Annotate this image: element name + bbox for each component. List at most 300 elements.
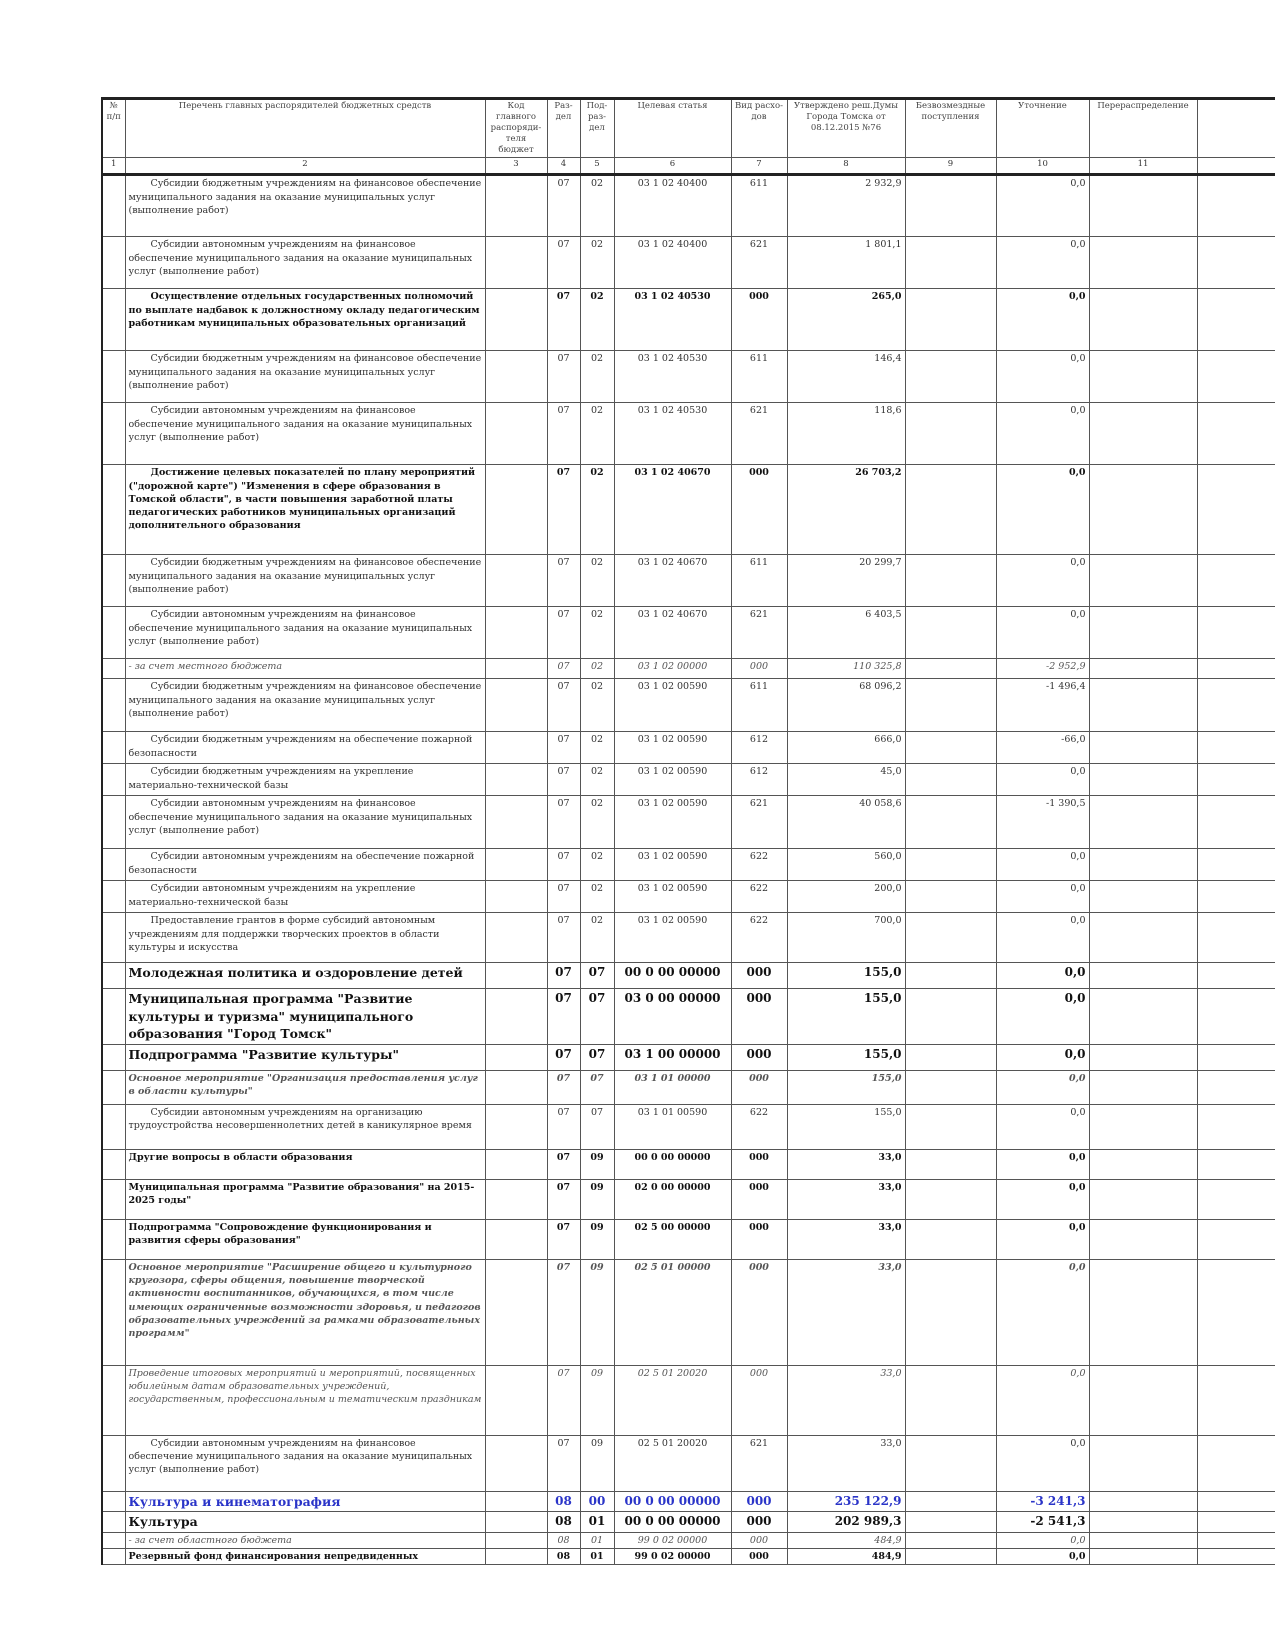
cell-podrazdel: 02 (580, 465, 614, 555)
cell-code (485, 796, 547, 849)
cell-target: 02 5 01 20020 (614, 1435, 731, 1491)
cell-name: Субсидии бюджетным учреждениям на финансовое обеспечение муниципального задания на оказание муниципальных услуг (выполнение работ) (125, 351, 485, 403)
cell-number (102, 289, 125, 351)
cell-clarification: 0,0 (996, 849, 1089, 881)
cell-target: 03 1 02 40400 (614, 175, 731, 237)
cell-podrazdel: 02 (580, 764, 614, 796)
cell-extra (1197, 237, 1275, 289)
cell-extra (1197, 607, 1275, 659)
cell-extra (1197, 1491, 1275, 1512)
cell-extra (1197, 403, 1275, 465)
col-num: 3 (485, 158, 547, 175)
table-row (102, 963, 1275, 989)
cell-name: Муниципальная программа "Развитие культуры и туризма" муниципального образования "Город Томск" (125, 989, 485, 1045)
cell-code (485, 403, 547, 465)
cell-number (102, 1491, 125, 1512)
cell-number (102, 175, 125, 237)
cell-name: Субсидии автономным учреждениям на финансовое обеспечение муниципального задания на оказание муниципальных услуг (выполнение работ) (125, 796, 485, 849)
cell-razdel: 08 (547, 1549, 580, 1565)
cell-grants (905, 849, 996, 881)
cell-approved: 560,0 (787, 849, 905, 881)
cell-code (485, 1549, 547, 1565)
cell-razdel: 07 (547, 465, 580, 555)
cell-clarification: 0,0 (996, 989, 1089, 1045)
col-num (1197, 158, 1275, 175)
cell-redistribution (1089, 963, 1197, 989)
cell-code (485, 289, 547, 351)
cell-target: 03 1 02 00000 (614, 659, 731, 679)
cell-clarification: 0,0 (996, 1219, 1089, 1259)
cell-razdel: 08 (547, 1512, 580, 1533)
cell-clarification: 0,0 (996, 1435, 1089, 1491)
cell-approved: 40 058,6 (787, 796, 905, 849)
cell-vid: 621 (731, 237, 787, 289)
cell-clarification: 0,0 (996, 1365, 1089, 1435)
table-row (102, 679, 1275, 732)
cell-razdel: 07 (547, 1219, 580, 1259)
cell-name: Культура и кинематография (125, 1491, 485, 1512)
cell-code (485, 175, 547, 237)
cell-podrazdel: 01 (580, 1549, 614, 1565)
cell-vid: 000 (731, 1179, 787, 1219)
cell-target: 03 1 02 00590 (614, 796, 731, 849)
cell-razdel: 07 (547, 175, 580, 237)
table-row (102, 989, 1275, 1045)
cell-approved: 33,0 (787, 1219, 905, 1259)
cell-razdel: 07 (547, 679, 580, 732)
cell-redistribution (1089, 1149, 1197, 1179)
cell-extra (1197, 1149, 1275, 1179)
cell-clarification: 0,0 (996, 1104, 1089, 1149)
cell-extra (1197, 1549, 1275, 1565)
cell-clarification: 0,0 (996, 607, 1089, 659)
cell-podrazdel: 02 (580, 913, 614, 963)
col-header-number: № п/п (102, 99, 125, 158)
cell-podrazdel: 07 (580, 989, 614, 1045)
cell-vid: 000 (731, 1491, 787, 1512)
cell-extra (1197, 1219, 1275, 1259)
cell-redistribution (1089, 679, 1197, 732)
cell-razdel: 08 (547, 1532, 580, 1548)
cell-podrazdel: 02 (580, 679, 614, 732)
cell-code (485, 764, 547, 796)
cell-approved: 33,0 (787, 1365, 905, 1435)
cell-number (102, 764, 125, 796)
cell-name: Субсидии бюджетным учреждениям на обеспечение пожарной безопасности (125, 732, 485, 764)
cell-number (102, 1532, 125, 1548)
cell-approved: 33,0 (787, 1179, 905, 1219)
cell-approved: 202 989,3 (787, 1512, 905, 1533)
cell-code (485, 351, 547, 403)
cell-number (102, 659, 125, 679)
cell-grants (905, 1491, 996, 1512)
cell-vid: 000 (731, 659, 787, 679)
table-row (102, 1179, 1275, 1219)
cell-grants (905, 881, 996, 913)
cell-code (485, 1219, 547, 1259)
cell-grants (905, 764, 996, 796)
cell-approved: 155,0 (787, 963, 905, 989)
cell-clarification: 0,0 (996, 351, 1089, 403)
cell-podrazdel: 02 (580, 237, 614, 289)
cell-redistribution (1089, 764, 1197, 796)
cell-extra (1197, 289, 1275, 351)
table-row (102, 1435, 1275, 1491)
col-header-vid: Вид расхо-дов (731, 99, 787, 158)
cell-name: - за счет местного бюджета (125, 659, 485, 679)
cell-approved: 33,0 (787, 1435, 905, 1491)
cell-code (485, 1104, 547, 1149)
cell-clarification: 0,0 (996, 963, 1089, 989)
cell-podrazdel: 02 (580, 175, 614, 237)
cell-grants (905, 1512, 996, 1533)
cell-number (102, 465, 125, 555)
cell-approved: 68 096,2 (787, 679, 905, 732)
cell-number (102, 351, 125, 403)
cell-extra (1197, 881, 1275, 913)
col-header-code: Код главного распоряди-теля бюджет (485, 99, 547, 158)
cell-code (485, 555, 547, 607)
cell-razdel: 07 (547, 764, 580, 796)
cell-grants (905, 555, 996, 607)
cell-code (485, 679, 547, 732)
cell-number (102, 989, 125, 1045)
table-row (102, 764, 1275, 796)
cell-target: 02 0 00 00000 (614, 1179, 731, 1219)
cell-approved: 265,0 (787, 289, 905, 351)
table-row (102, 1365, 1275, 1435)
cell-approved: 33,0 (787, 1149, 905, 1179)
cell-extra (1197, 659, 1275, 679)
cell-podrazdel: 09 (580, 1365, 614, 1435)
cell-number (102, 913, 125, 963)
col-num: 7 (731, 158, 787, 175)
cell-code (485, 659, 547, 679)
cell-redistribution (1089, 989, 1197, 1045)
cell-vid: 000 (731, 1532, 787, 1548)
cell-razdel: 07 (547, 732, 580, 764)
cell-razdel: 07 (547, 1259, 580, 1365)
cell-grants (905, 237, 996, 289)
table-row (102, 1104, 1275, 1149)
col-num: 11 (1089, 158, 1197, 175)
cell-name: Основное мероприятие "Расширение общего и культурного кругозора, сферы общения, повышение творческой активности воспитанников, обучающихся, в том числе имеющих ограниченные возможности здоровья, и педагогов образовательных учреждений за рамками образовательных программ" (125, 1259, 485, 1365)
col-header-razdel: Раз-дел (547, 99, 580, 158)
cell-razdel: 07 (547, 881, 580, 913)
cell-name: Субсидии автономным учреждениям на укрепление материально-технической базы (125, 881, 485, 913)
cell-target: 02 5 01 20020 (614, 1365, 731, 1435)
cell-target: 03 1 02 40400 (614, 237, 731, 289)
cell-vid: 000 (731, 1259, 787, 1365)
col-header-target: Целевая статья (614, 99, 731, 158)
cell-redistribution (1089, 1104, 1197, 1149)
cell-code (485, 1179, 547, 1219)
cell-name: Муниципальная программа "Развитие образования" на 2015-2025 годы" (125, 1179, 485, 1219)
cell-number (102, 881, 125, 913)
cell-code (485, 881, 547, 913)
cell-name: Подпрограмма "Развитие культуры" (125, 1044, 485, 1070)
cell-grants (905, 1365, 996, 1435)
cell-razdel: 07 (547, 1435, 580, 1491)
cell-podrazdel: 07 (580, 1044, 614, 1070)
cell-grants (905, 351, 996, 403)
table-row (102, 1070, 1275, 1104)
cell-approved: 155,0 (787, 1044, 905, 1070)
cell-extra (1197, 555, 1275, 607)
cell-podrazdel: 07 (580, 1070, 614, 1104)
cell-approved: 1 801,1 (787, 237, 905, 289)
cell-podrazdel: 02 (580, 289, 614, 351)
cell-code (485, 1512, 547, 1533)
table-row (102, 351, 1275, 403)
cell-podrazdel: 09 (580, 1219, 614, 1259)
cell-code (485, 1435, 547, 1491)
cell-razdel: 07 (547, 989, 580, 1045)
cell-vid: 621 (731, 607, 787, 659)
cell-number (102, 607, 125, 659)
cell-name: Подпрограмма "Сопровождение функционирования и развития сферы образования" (125, 1219, 485, 1259)
table-row (102, 849, 1275, 881)
cell-code (485, 607, 547, 659)
cell-grants (905, 465, 996, 555)
cell-clarification: 0,0 (996, 555, 1089, 607)
cell-target: 02 5 00 00000 (614, 1219, 731, 1259)
cell-code (485, 963, 547, 989)
cell-vid: 611 (731, 351, 787, 403)
cell-name: Проведение итоговых мероприятий и мероприятий, посвященных юбилейным датам образовательных учреждений, государственным, профессиональным и тематическим праздникам (125, 1365, 485, 1435)
cell-extra (1197, 913, 1275, 963)
cell-name: Субсидии бюджетным учреждениям на укрепление материально-технической базы (125, 764, 485, 796)
cell-podrazdel: 02 (580, 555, 614, 607)
cell-code (485, 1149, 547, 1179)
cell-code (485, 1491, 547, 1512)
cell-redistribution (1089, 796, 1197, 849)
cell-podrazdel: 09 (580, 1179, 614, 1219)
cell-extra (1197, 175, 1275, 237)
cell-target: 03 1 02 40530 (614, 289, 731, 351)
cell-razdel: 07 (547, 237, 580, 289)
cell-redistribution (1089, 881, 1197, 913)
cell-podrazdel: 07 (580, 1104, 614, 1149)
cell-approved: 700,0 (787, 913, 905, 963)
cell-code (485, 1259, 547, 1365)
cell-code (485, 1044, 547, 1070)
cell-razdel: 07 (547, 555, 580, 607)
table-row (102, 796, 1275, 849)
table-row (102, 1532, 1275, 1548)
cell-vid: 621 (731, 403, 787, 465)
cell-podrazdel: 00 (580, 1491, 614, 1512)
cell-grants (905, 1149, 996, 1179)
cell-redistribution (1089, 351, 1197, 403)
cell-podrazdel: 09 (580, 1259, 614, 1365)
cell-podrazdel: 02 (580, 659, 614, 679)
cell-redistribution (1089, 1070, 1197, 1104)
cell-number (102, 1179, 125, 1219)
cell-number (102, 963, 125, 989)
cell-razdel: 07 (547, 1044, 580, 1070)
cell-grants (905, 913, 996, 963)
cell-clarification: -66,0 (996, 732, 1089, 764)
cell-grants (905, 1044, 996, 1070)
cell-extra (1197, 989, 1275, 1045)
cell-clarification: -1 390,5 (996, 796, 1089, 849)
cell-code (485, 465, 547, 555)
table-row (102, 1044, 1275, 1070)
cell-code (485, 913, 547, 963)
cell-extra (1197, 679, 1275, 732)
cell-target: 03 1 02 00590 (614, 849, 731, 881)
cell-name: Субсидии автономным учреждениям на финансовое обеспечение муниципального задания на оказание муниципальных услуг (выполнение работ) (125, 403, 485, 465)
cell-grants (905, 1549, 996, 1565)
cell-podrazdel: 09 (580, 1435, 614, 1491)
cell-grants (905, 1435, 996, 1491)
cell-number (102, 1549, 125, 1565)
cell-target: 03 1 02 40670 (614, 555, 731, 607)
cell-redistribution (1089, 403, 1197, 465)
cell-clarification: 0,0 (996, 237, 1089, 289)
cell-clarification: 0,0 (996, 913, 1089, 963)
cell-number (102, 555, 125, 607)
cell-grants (905, 1259, 996, 1365)
cell-name: Субсидии автономным учреждениям на финансовое обеспечение муниципального задания на оказание муниципальных услуг (выполнение работ) (125, 237, 485, 289)
budget-sheet (101, 97, 1275, 1565)
col-header-grants: Безвозмездные поступления (905, 99, 996, 158)
cell-name: Предоставление грантов в форме субсидий автономным учреждениям для поддержки творческих проектов в области культуры и искусства (125, 913, 485, 963)
cell-razdel: 07 (547, 849, 580, 881)
cell-target: 03 1 02 00590 (614, 913, 731, 963)
table-row (102, 1491, 1275, 1512)
cell-number (102, 1070, 125, 1104)
cell-target: 03 1 02 40670 (614, 465, 731, 555)
cell-approved: 26 703,2 (787, 465, 905, 555)
cell-approved: 118,6 (787, 403, 905, 465)
cell-target: 03 1 02 40670 (614, 607, 731, 659)
cell-name: Субсидии бюджетным учреждениям на финансовое обеспечение муниципального задания на оказание муниципальных услуг (выполнение работ) (125, 555, 485, 607)
cell-target: 02 5 01 00000 (614, 1259, 731, 1365)
cell-podrazdel: 02 (580, 796, 614, 849)
cell-vid: 621 (731, 1435, 787, 1491)
cell-number (102, 796, 125, 849)
cell-clarification: 0,0 (996, 1259, 1089, 1365)
cell-approved: 155,0 (787, 1070, 905, 1104)
table-row (102, 1219, 1275, 1259)
cell-redistribution (1089, 1532, 1197, 1548)
cell-vid: 622 (731, 913, 787, 963)
col-num: 8 (787, 158, 905, 175)
cell-extra (1197, 849, 1275, 881)
cell-razdel: 07 (547, 403, 580, 465)
cell-clarification: 0,0 (996, 465, 1089, 555)
cell-redistribution (1089, 1512, 1197, 1533)
cell-vid: 611 (731, 175, 787, 237)
cell-number (102, 732, 125, 764)
cell-grants (905, 796, 996, 849)
cell-vid: 000 (731, 1549, 787, 1565)
cell-approved: 45,0 (787, 764, 905, 796)
cell-clarification: -3 241,3 (996, 1491, 1089, 1512)
cell-razdel: 07 (547, 796, 580, 849)
col-num: 10 (996, 158, 1089, 175)
cell-vid: 622 (731, 1104, 787, 1149)
cell-grants (905, 289, 996, 351)
cell-razdel: 07 (547, 1104, 580, 1149)
cell-number (102, 1044, 125, 1070)
cell-number (102, 1219, 125, 1259)
table-row (102, 555, 1275, 607)
cell-razdel: 08 (547, 1491, 580, 1512)
cell-clarification: 0,0 (996, 1532, 1089, 1548)
cell-redistribution (1089, 1179, 1197, 1219)
cell-razdel: 07 (547, 1149, 580, 1179)
cell-redistribution (1089, 1491, 1197, 1512)
table-row (102, 881, 1275, 913)
table-row (102, 913, 1275, 963)
cell-extra (1197, 1070, 1275, 1104)
column-number-row (102, 158, 1275, 175)
cell-clarification: 0,0 (996, 881, 1089, 913)
cell-name: Субсидии бюджетным учреждениям на финансовое обеспечение муниципального задания на оказание муниципальных услуг (выполнение работ) (125, 175, 485, 237)
cell-approved: 484,9 (787, 1532, 905, 1548)
cell-approved: 484,9 (787, 1549, 905, 1565)
table-row (102, 465, 1275, 555)
cell-vid: 611 (731, 679, 787, 732)
cell-approved: 200,0 (787, 881, 905, 913)
cell-extra (1197, 1532, 1275, 1548)
cell-podrazdel: 02 (580, 351, 614, 403)
col-header-extra (1197, 99, 1275, 158)
cell-approved: 33,0 (787, 1259, 905, 1365)
cell-number (102, 679, 125, 732)
cell-name: Резервный фонд финансирования непредвиденных (125, 1549, 485, 1565)
cell-razdel: 07 (547, 351, 580, 403)
table-row (102, 732, 1275, 764)
cell-target: 00 0 00 00000 (614, 1149, 731, 1179)
cell-code (485, 849, 547, 881)
cell-redistribution (1089, 659, 1197, 679)
cell-clarification: 0,0 (996, 289, 1089, 351)
cell-number (102, 1365, 125, 1435)
cell-clarification: 0,0 (996, 1179, 1089, 1219)
cell-extra (1197, 1104, 1275, 1149)
cell-vid: 000 (731, 289, 787, 351)
cell-approved: 2 932,9 (787, 175, 905, 237)
cell-code (485, 989, 547, 1045)
table-row (102, 1259, 1275, 1365)
cell-redistribution (1089, 1044, 1197, 1070)
cell-vid: 612 (731, 732, 787, 764)
cell-redistribution (1089, 1549, 1197, 1565)
cell-extra (1197, 465, 1275, 555)
table-row (102, 1512, 1275, 1533)
cell-razdel: 07 (547, 913, 580, 963)
cell-podrazdel: 01 (580, 1532, 614, 1548)
cell-vid: 000 (731, 1219, 787, 1259)
cell-target: 00 0 00 00000 (614, 1491, 731, 1512)
cell-approved: 155,0 (787, 989, 905, 1045)
cell-number (102, 237, 125, 289)
cell-extra (1197, 796, 1275, 849)
col-header-redistribution: Перераспределение (1089, 99, 1197, 158)
cell-grants (905, 732, 996, 764)
cell-target: 03 1 02 00590 (614, 881, 731, 913)
cell-grants (905, 607, 996, 659)
cell-redistribution (1089, 607, 1197, 659)
budget-table (101, 97, 1275, 1565)
cell-target: 03 1 02 40530 (614, 403, 731, 465)
table-row (102, 237, 1275, 289)
cell-vid: 000 (731, 1512, 787, 1533)
